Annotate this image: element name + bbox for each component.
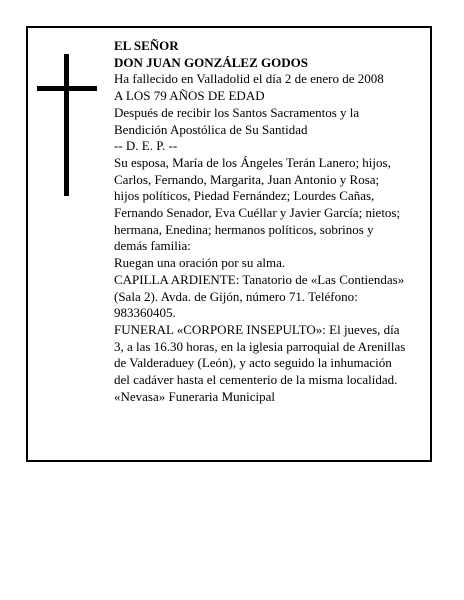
dep-line: -- D. E. P. -- [114,138,178,154]
sacraments-line-2: Bendición Apostólica de Su Santidad [114,121,308,137]
family-line: Carlos, Fernando, Margarita, Juan Antonio y Rosa; [114,171,380,187]
age-line: A LOS 79 AÑOS DE EDAD [114,88,265,104]
family-line: Su esposa, María de los Ángeles Terán Lanero; hijos, [114,154,391,170]
chapel-line: 983360405. [114,305,176,321]
family-line: demás familia: [114,238,191,254]
chapel-line: CAPILLA ARDIENTE: Tanatorio de «Las Contiendas» [114,271,405,287]
obituary-text [114,38,424,405]
chapel-line: (Sala 2). Avda. de Gijón, número 71. Teléfono: [114,288,358,304]
family-line: Fernando Senador, Eva Cuéllar y Javier García; nietos; [114,205,401,221]
deceased-name: DON JUAN GONZÁLEZ GODOS [114,54,308,70]
funeral-paragraph [114,322,424,389]
cross-vertical-bar [64,54,69,196]
funeral-line: de Valderaduey (León), y acto seguido la inhumación [114,355,392,371]
family-line: hijos políticos, Piedad Fernández; Lourdes Cañas, [114,188,375,204]
death-line: Ha fallecido en Valladolid el día 2 de enero de 2008 [114,71,384,87]
funeral-line: FUNERAL «CORPORE INSEPULTO»: El jueves, día [114,321,400,337]
cross-horizontal-bar [37,86,97,91]
sacraments-line-1: Después de recibir los Santos Sacramentos y la [114,104,360,120]
prayer-line: Ruegan una oración por su alma. [114,255,286,271]
funeral-line: 3, a las 16.30 horas, en la iglesia parroquial de Arenillas [114,338,406,354]
funeral-line: del cadáver hasta el cementerio de la misma localidad. [114,372,398,388]
notice-title: EL SEÑOR [114,38,179,53]
funeral-home-line: «Nevasa» Funeraria Municipal [114,388,276,404]
family-paragraph [114,155,424,255]
chapel-paragraph [114,272,424,322]
latin-cross-icon [37,54,97,196]
family-line: hermana, Enedina; hermanos políticos, sobrinos y [114,221,374,237]
